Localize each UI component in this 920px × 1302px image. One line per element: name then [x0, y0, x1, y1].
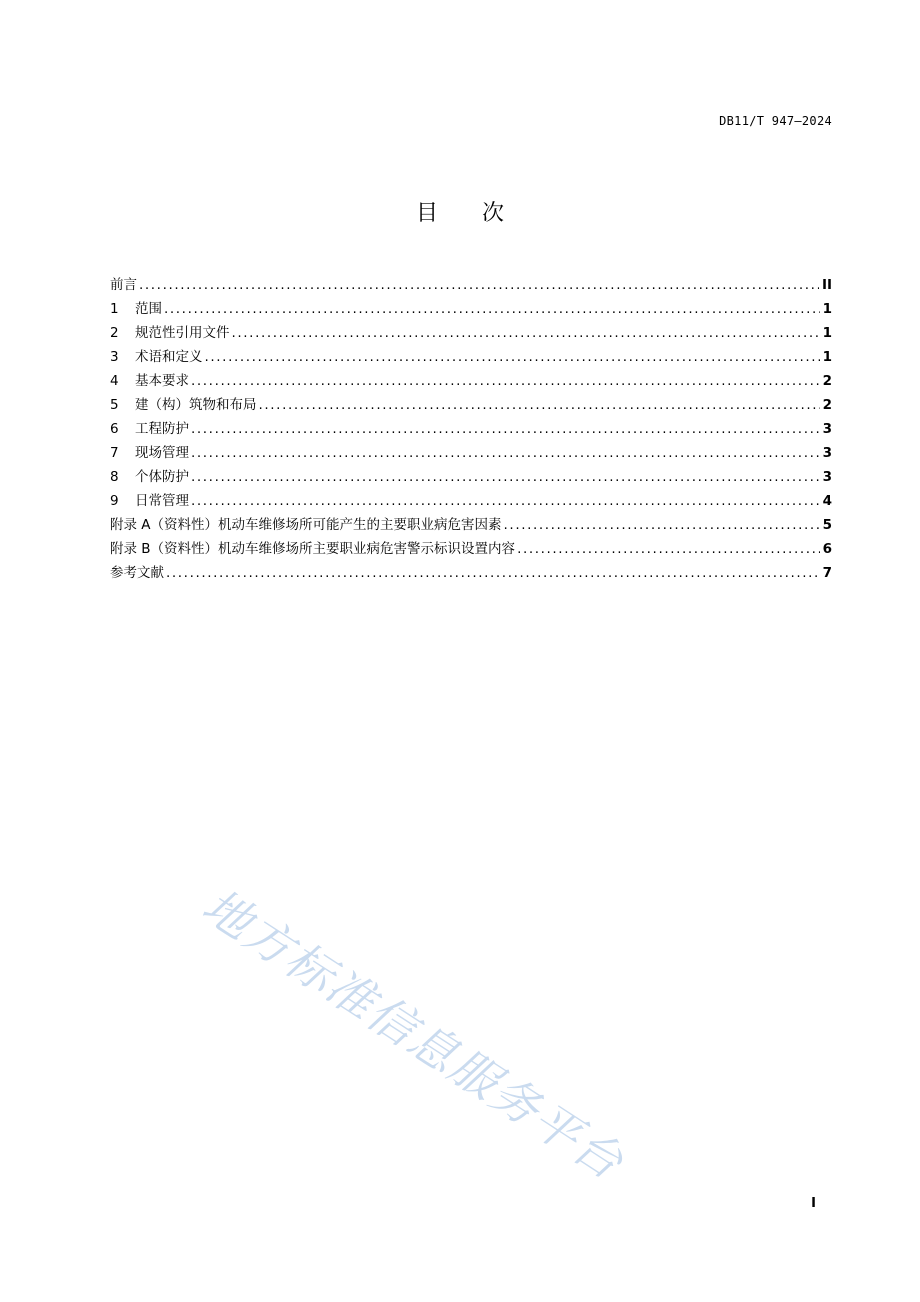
toc-item-page: 3	[822, 445, 832, 461]
toc-item-label: 前言	[110, 277, 137, 293]
toc-item-page: 2	[822, 373, 832, 389]
toc-item-label: 附录 A（资料性）机动车维修场所可能产生的主要职业病危害因素	[110, 517, 502, 533]
toc-leader-dots	[517, 537, 820, 561]
toc-item-page: 6	[822, 541, 832, 557]
toc-item[interactable]	[110, 321, 832, 345]
toc-leader-dots	[504, 513, 820, 537]
toc-item-label: 工程防护	[135, 421, 189, 437]
toc-item-page: 1	[822, 301, 832, 317]
toc-item-page: 3	[822, 421, 832, 437]
toc-item[interactable]	[110, 561, 832, 585]
toc-item[interactable]	[110, 345, 832, 369]
toc-item-number: 3	[110, 349, 119, 365]
toc-item-label: 参考文献	[110, 565, 164, 581]
toc-item-page: 3	[822, 469, 832, 485]
toc-title: 目次	[415, 201, 548, 226]
toc-leader-dots	[191, 465, 820, 489]
toc-item[interactable]	[110, 417, 832, 441]
toc-item[interactable]	[110, 513, 832, 537]
toc-item[interactable]	[110, 393, 832, 417]
toc-leader-dots	[139, 273, 819, 297]
toc-item-label: 个体防护	[135, 469, 189, 485]
document-code: DB11/T 947—2024	[719, 114, 832, 128]
toc-item-number: 6	[110, 421, 119, 437]
toc-item-label: 日常管理	[135, 493, 189, 509]
toc-item-page: 4	[822, 493, 832, 509]
toc-item[interactable]	[110, 465, 832, 489]
toc-item-number: 1	[110, 301, 119, 317]
page-number: I	[811, 1196, 816, 1211]
toc-leader-dots	[191, 369, 820, 393]
toc-item-number: 9	[110, 493, 119, 509]
toc-item-label: 范围	[135, 301, 162, 317]
toc-item-label: 规范性引用文件	[135, 325, 230, 341]
watermark-text: 地方标准信息服务平台	[192, 878, 634, 1192]
toc-item-page: 5	[822, 517, 832, 533]
toc-item[interactable]	[110, 537, 832, 561]
toc-item-label: 附录 B（资料性）机动车维修场所主要职业病危害警示标识设置内容	[110, 541, 516, 557]
toc-item[interactable]	[110, 441, 832, 465]
toc-item-number: 7	[110, 445, 119, 461]
toc-leader-dots	[191, 489, 820, 513]
toc-item-label: 基本要求	[135, 373, 189, 389]
toc-item-number: 5	[110, 397, 119, 413]
toc-leader-dots	[259, 393, 820, 417]
toc-item[interactable]	[110, 297, 832, 321]
toc-item-page: 2	[822, 397, 832, 413]
toc-leader-dots	[191, 441, 820, 465]
toc-item-page: II	[821, 277, 832, 293]
table-of-contents	[110, 273, 832, 585]
toc-item-label: 建（构）筑物和布局	[135, 397, 257, 413]
toc-item-number: 2	[110, 325, 119, 341]
toc-item[interactable]	[110, 489, 832, 513]
toc-item-number: 4	[110, 373, 119, 389]
toc-item[interactable]	[110, 273, 832, 297]
toc-item-page: 1	[822, 349, 832, 365]
toc-leader-dots	[191, 417, 820, 441]
toc-item-page: 7	[822, 565, 832, 581]
toc-leader-dots	[232, 321, 820, 345]
toc-leader-dots	[164, 297, 820, 321]
toc-item-page: 1	[822, 325, 832, 341]
toc-item[interactable]	[110, 369, 832, 393]
toc-item-label: 现场管理	[135, 445, 189, 461]
toc-item-label: 术语和定义	[135, 349, 203, 365]
toc-leader-dots	[166, 561, 820, 585]
toc-leader-dots	[205, 345, 820, 369]
toc-item-number: 8	[110, 469, 119, 485]
